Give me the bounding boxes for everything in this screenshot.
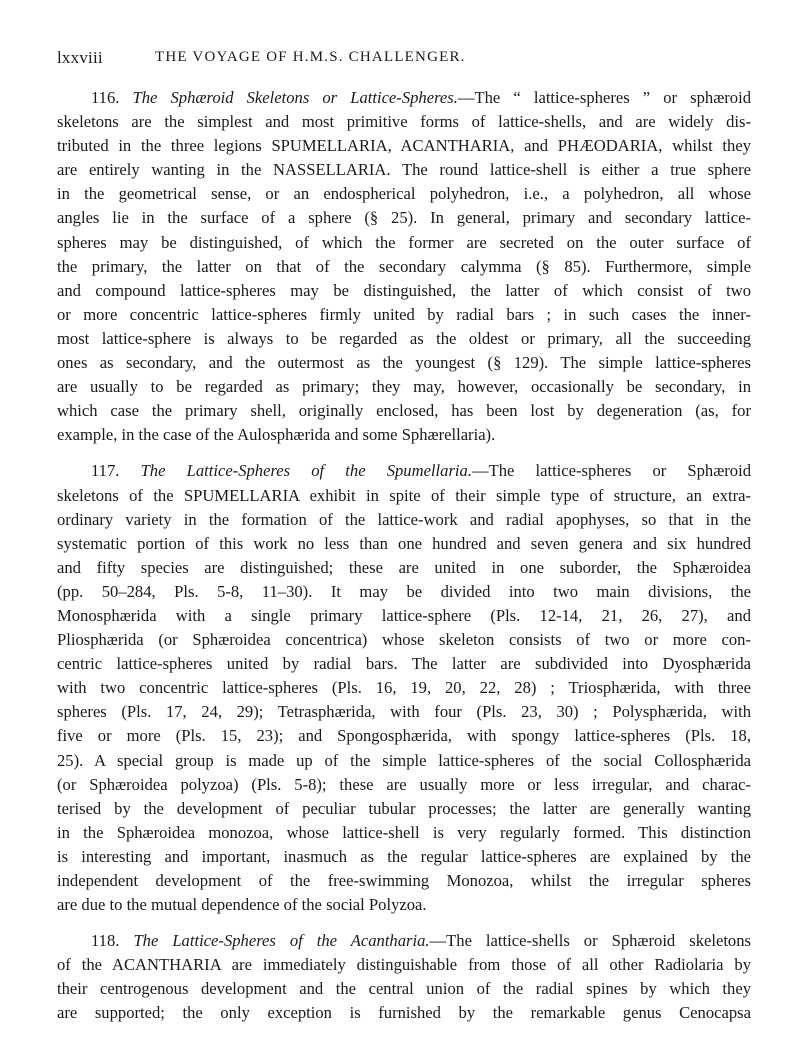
text-line: angles lie in the surface of a sphere (§ 25). In general, primary and secondary lattice-: [57, 208, 751, 228]
section-116: [57, 86, 751, 447]
text-line: five or more (Pls. 15, 23); and Spongosphærida, with spongy lattice-spheres (Pls. 18,: [57, 726, 751, 746]
text-line: ones as secondary, and the outermost as the youngest (§ 129). The simple lattice-spheres: [57, 353, 751, 373]
text-line: centric lattice-spheres united by radial bars. The latter are subdivided into Dyosphærida: [57, 654, 751, 674]
text-line: terised by the development of peculiar tubular processes; the latter are generally wanting: [57, 798, 751, 818]
text-line: 118. The Lattice-Spheres of the Acantharia.—The lattice-shells or Sphæroid skeletons: [91, 931, 751, 951]
section-117: [57, 459, 751, 917]
text-line: is interesting and important, inasmuch as the regular lattice-spheres are explained by the: [57, 846, 751, 866]
text-line: skeletons are the simplest and most primitive forms of lattice-shells, and are widely dis-: [57, 112, 751, 132]
text-line: 25). A special group is made up of the simple lattice-spheres of the social Collosphærida: [57, 750, 751, 770]
text-line: their centrogenous development and the central union of the radial spines by which they: [57, 979, 751, 999]
text-line: tributed in the three legions SPUMELLARIA, ACANTHARIA, and PHÆODARIA, whilst they: [57, 136, 751, 156]
text-line: spheres may be distinguished, of which the former are secreted on the outer surface of: [57, 232, 751, 252]
section-number: 116.: [91, 88, 120, 107]
text-line: spheres (Pls. 17, 24, 29); Tetrasphærida, with four (Pls. 23, 30) ; Polysphærida, with: [57, 702, 751, 722]
section-heading: The Lattice-Spheres of the Acantharia.: [133, 931, 430, 951]
text-line: 117. The Lattice-Spheres of the Spumellaria.—The lattice-spheres or Sphæroid: [91, 461, 752, 481]
text-line: which case the primary shell, originally enclosed, has been lost by degeneration (as, for: [57, 401, 751, 421]
text-line: are entirely wanting in the NASSELLARIA. The round lattice-shell is either a true sphere: [57, 160, 751, 180]
text-line: skeletons of the SPUMELLARIA exhibit in spite of their simple type of structure, an extra-: [57, 485, 751, 505]
section-number: 117.: [91, 461, 120, 481]
running-header: [57, 48, 751, 74]
text-line: are usually to be regarded as primary; they may, however, occasionally be secondary, in: [57, 377, 751, 397]
text-line: with two concentric lattice-spheres (Pls. 16, 19, 20, 22, 28) ; Triosphærida, with three: [57, 678, 751, 698]
text-line: and compound lattice-spheres may be distinguished, the latter of which consist of two: [57, 280, 751, 300]
text-line: (or Sphæroidea polyzoa) (Pls. 5-8); these are usually more or less irregular, and charac-: [57, 774, 751, 794]
text-line: the primary, the latter on that of the secondary calymma (§ 85). Furthermore, simple: [57, 256, 751, 276]
text-line: Monosphærida with a single primary lattice-sphere (Pls. 12-14, 21, 26, 27), and: [57, 605, 751, 625]
page-number: lxxviii: [57, 48, 103, 67]
text-line: example, in the case of the Aulosphærida and some Sphærellaria).: [57, 425, 496, 445]
section-number: 118.: [91, 931, 120, 951]
text-line: in the geometrical sense, or an endospherical polyhedron, i.e., a polyhedron, all whose: [57, 184, 751, 204]
text-line: independent development of the free-swimming Monozoa, whilst the irregular spheres: [57, 871, 751, 890]
text-line: are supported; the only exception is furnished by the remarkable genus Cenocapsa: [57, 1003, 751, 1023]
running-title: THE VOYAGE OF H.M.S. CHALLENGER.: [155, 49, 466, 65]
text-line: systematic portion of this work no less than one hundred and seven genera and six hundred: [57, 533, 751, 553]
section-118: [57, 929, 751, 1025]
text-line: (pp. 50–284, Pls. 5-8, 11–30). It may be divided into two main divisions, the: [57, 581, 751, 601]
section-heading: The Sphæroid Skeletons or Lattice-Spheres.: [132, 88, 458, 107]
section-heading: The Lattice-Spheres of the Spumellaria.: [140, 461, 472, 481]
text-line: and fifty species are distinguished; these are united in one suborder, the Sphæroidea: [57, 557, 751, 577]
text-line: of the ACANTHARIA are immediately distinguishable from those of all other Radiolaria by: [57, 955, 751, 975]
text-line: in the Sphæroidea monozoa, whose lattice-shell is very regularly formed. This distinction: [57, 822, 751, 842]
text-line: Pliosphærida (or Sphæroidea concentrica) whose skeleton consists of two or more con-: [57, 630, 751, 650]
text-line: or more concentric lattice-spheres firmly united by radial bars ; in such cases the inner-: [57, 304, 751, 324]
text-line: are due to the mutual dependence of the social Polyzoa.: [57, 895, 427, 915]
text-line: ordinary variety in the formation of the lattice-work and radial apophyses, so that in the: [57, 509, 751, 529]
text-line: most lattice-sphere is always to be regarded as the oldest or primary, all the succeeding: [57, 328, 751, 348]
document-page: [57, 48, 751, 1026]
text-line: 116. The Sphæroid Skeletons or Lattice-Spheres.—The “ lattice-spheres ” or sphæroid: [91, 88, 751, 107]
